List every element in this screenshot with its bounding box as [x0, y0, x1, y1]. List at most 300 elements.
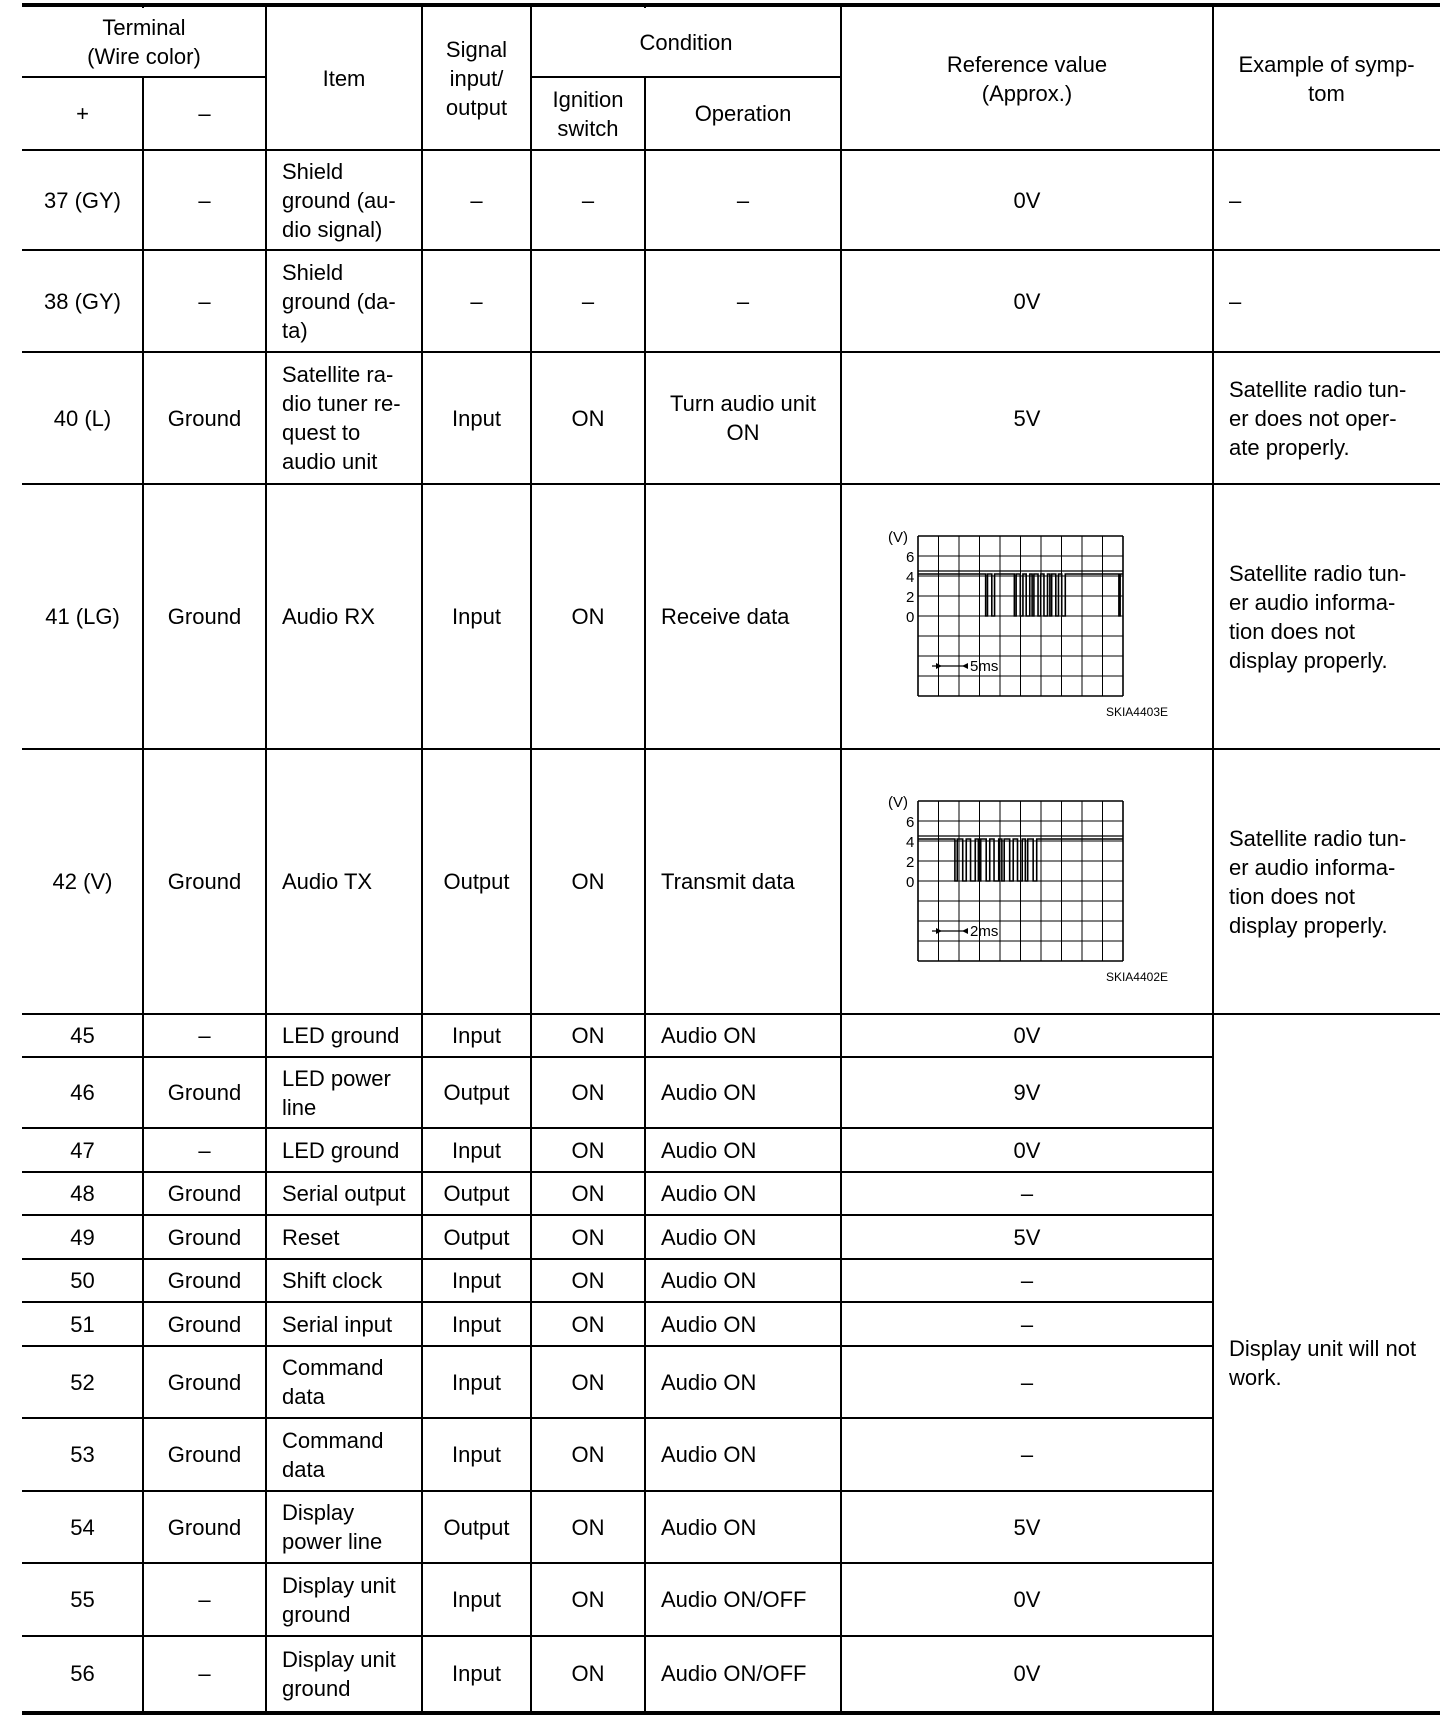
- operation-cell: [645, 1057, 841, 1128]
- signal-cell-text: Input: [452, 1587, 501, 1612]
- operation-cell: [645, 749, 841, 1014]
- terminal-minus-cell-text: Ground: [167, 604, 242, 629]
- operation-cell: [645, 1563, 841, 1636]
- operation-cell: [645, 1172, 841, 1215]
- signal-cell-text: Input: [452, 1311, 501, 1337]
- symptom-cell: [1213, 250, 1440, 352]
- operation-cell: [645, 250, 841, 352]
- terminal-minus-cell: [143, 150, 266, 250]
- item-cell-text: Reset: [282, 1224, 340, 1250]
- signal-cell: [422, 1014, 531, 1057]
- ignition-cell-text: ON: [571, 1661, 605, 1686]
- signal-cell-text: –: [470, 288, 483, 314]
- terminal-minus-cell-text: Ground: [167, 405, 242, 431]
- reference-cell: [841, 1172, 1213, 1215]
- operation-cell: [645, 1014, 841, 1057]
- header-item: [266, 7, 422, 150]
- terminal-plus-cell-text: 41 (LG): [45, 604, 120, 629]
- column-divider: [840, 7, 842, 1711]
- ignition-cell-text: ON: [571, 1268, 605, 1293]
- terminal-plus-cell-text: 50: [70, 1268, 95, 1293]
- operation-cell: [645, 484, 841, 749]
- header-plus-text: +: [76, 101, 89, 126]
- terminal-plus-cell-text: 49: [70, 1224, 95, 1250]
- symptom-display-unit: [1213, 1014, 1440, 1711]
- ignition-cell-text: ON: [571, 1369, 605, 1395]
- ignition-cell: [531, 1259, 645, 1302]
- terminal-minus-cell-text: –: [198, 1661, 211, 1686]
- header-minus: [143, 77, 266, 150]
- terminal-minus-cell-text: –: [198, 187, 211, 213]
- terminal-minus-cell: [143, 250, 266, 352]
- reference-cell-text: 0V: [1013, 187, 1041, 213]
- item-cell-text: Command data: [282, 1427, 384, 1482]
- symptom-cell: [1213, 749, 1440, 1014]
- terminal-plus-cell-text: 56: [70, 1661, 95, 1686]
- row-divider: [22, 1214, 1213, 1216]
- oscilloscope-waveform: [885, 524, 1185, 734]
- item-cell: [266, 1418, 422, 1491]
- header-terminal-text: Terminal (Wire color): [87, 15, 201, 69]
- ignition-cell: [531, 1636, 645, 1711]
- signal-cell-text: Input: [452, 1661, 501, 1686]
- operation-cell: [645, 150, 841, 250]
- reference-cell: [841, 1491, 1213, 1563]
- item-cell-text: Display unit ground: [282, 1572, 396, 1627]
- item-cell: [266, 1172, 422, 1215]
- operation-cell-text: Audio ON: [661, 1137, 757, 1163]
- row-divider: [22, 351, 1440, 353]
- operation-cell: [645, 1302, 841, 1346]
- waveform-tick-label: 2: [906, 854, 915, 871]
- reference-cell-text: –: [1020, 1311, 1034, 1337]
- terminal-minus-cell-text: Ground: [167, 1311, 242, 1337]
- terminal-minus-cell: [143, 1128, 266, 1172]
- time-scale-label: 5ms: [970, 658, 999, 675]
- signal-cell: [422, 352, 531, 484]
- reference-cell-text: 0V: [1013, 1587, 1041, 1612]
- row-divider: [22, 1013, 1440, 1015]
- operation-cell-text: Audio ON: [661, 1080, 757, 1105]
- column-divider: [421, 7, 423, 1711]
- signal-cell-text: Input: [452, 604, 501, 629]
- symptom-cell-text: Satellite radio tun- er audio informa- tion does not display properly.: [1229, 560, 1407, 673]
- row-divider: [22, 1171, 1213, 1173]
- header-condition-text: Condition: [639, 29, 733, 55]
- operation-cell-text: Audio ON: [661, 1311, 757, 1337]
- symptom-cell-text: –: [1229, 187, 1242, 213]
- ignition-cell: [531, 1057, 645, 1128]
- header-plus: [22, 77, 143, 150]
- operation-cell: [645, 352, 841, 484]
- ignition-cell-text: ON: [571, 604, 605, 629]
- operation-cell: [645, 1346, 841, 1418]
- row-divider: [22, 1301, 1213, 1303]
- signal-cell: [422, 749, 531, 1014]
- item-cell: [266, 1636, 422, 1711]
- terminal-plus-cell-text: 48: [70, 1181, 95, 1206]
- terminal-plus-cell: [22, 1563, 143, 1636]
- terminal-plus-cell-text: 47: [70, 1137, 95, 1163]
- terminal-minus-cell-text: Ground: [167, 1369, 242, 1395]
- terminal-minus-cell-text: –: [198, 1587, 211, 1612]
- ignition-cell-text: ON: [571, 1224, 605, 1250]
- ignition-cell-text: –: [581, 187, 595, 213]
- signal-cell: [422, 1302, 531, 1346]
- item-cell-text: Serial output: [282, 1181, 406, 1206]
- ignition-cell-text: ON: [571, 1080, 605, 1105]
- reference-cell: [841, 1128, 1213, 1172]
- operation-cell-text: –: [736, 187, 750, 213]
- item-cell-text: LED ground: [282, 1023, 400, 1048]
- header-reference-text: Reference value (Approx.): [946, 51, 1108, 106]
- terminal-minus-cell-text: Ground: [167, 1080, 242, 1105]
- header-symptom: [1213, 7, 1440, 150]
- row-divider: [22, 483, 1440, 485]
- column-divider: [530, 7, 532, 1711]
- header-operation: [645, 77, 841, 150]
- column-divider: [644, 7, 646, 1711]
- reference-cell-text: 5V: [1013, 405, 1041, 431]
- terminal-plus-cell-text: 38 (GY): [43, 288, 122, 314]
- ignition-cell-text: ON: [571, 1442, 605, 1467]
- reference-cell: [841, 1215, 1213, 1259]
- terminal-minus-cell: [143, 1057, 266, 1128]
- reference-cell: [841, 1259, 1213, 1302]
- reference-cell-text: –: [1020, 1369, 1034, 1395]
- item-cell: [266, 1215, 422, 1259]
- row-divider: [22, 1056, 1213, 1058]
- item-cell-text: Command data: [282, 1355, 384, 1409]
- operation-cell-text: Receive data: [661, 604, 790, 629]
- reference-cell: [841, 250, 1213, 352]
- signal-cell-text: Output: [443, 869, 510, 894]
- row-divider: [22, 748, 1440, 750]
- terminal-plus-cell: [22, 250, 143, 352]
- terminal-minus-cell: [143, 1636, 266, 1711]
- waveform-unit-label: (V): [888, 794, 908, 811]
- reference-cell-text: 0V: [1013, 1661, 1041, 1686]
- waveform-tick-label: 4: [906, 834, 915, 851]
- row-divider: [22, 249, 1440, 251]
- terminal-plus-cell: [22, 352, 143, 484]
- terminal-plus-cell-text: 40 (L): [53, 405, 112, 431]
- terminal-minus-cell: [143, 1491, 266, 1563]
- reference-cell-text: –: [1020, 1442, 1034, 1467]
- signal-cell: [422, 1172, 531, 1215]
- header-item-text: Item: [322, 66, 366, 91]
- oscilloscope-waveform: [885, 789, 1185, 999]
- reference-cell: [841, 1346, 1213, 1418]
- column-divider: [1212, 7, 1214, 1711]
- signal-cell-text: Input: [452, 1442, 501, 1467]
- reference-cell: [841, 1014, 1213, 1057]
- symptom-cell-text: Satellite radio tun- er does not oper- ate properly.: [1229, 376, 1407, 460]
- ignition-cell: [531, 1172, 645, 1215]
- waveform-tick-label: 6: [906, 814, 915, 831]
- terminal-plus-cell-text: 42 (V): [52, 869, 113, 894]
- ignition-cell-text: ON: [571, 1181, 605, 1206]
- operation-cell-text: –: [736, 288, 750, 314]
- operation-cell-text: Transmit data: [661, 869, 795, 894]
- operation-cell-text: Audio ON: [661, 1514, 757, 1540]
- operation-cell: [645, 1636, 841, 1711]
- reference-cell-text: 5V: [1013, 1514, 1041, 1540]
- header-minus-text: –: [198, 101, 211, 126]
- ignition-cell: [531, 1014, 645, 1057]
- reference-cell: [841, 352, 1213, 484]
- terminal-plus-cell: [22, 1215, 143, 1259]
- terminal-plus-cell-text: 45: [70, 1023, 95, 1048]
- ignition-cell-text: ON: [571, 1587, 605, 1612]
- signal-cell-text: Output: [443, 1080, 510, 1105]
- signal-cell-text: Input: [452, 405, 501, 431]
- header-signal-text: Signal input/ output: [445, 37, 508, 120]
- row-divider: [22, 1562, 1213, 1564]
- reference-cell-text: 0V: [1013, 288, 1041, 314]
- row-divider: [22, 1258, 1213, 1260]
- ignition-cell: [531, 1418, 645, 1491]
- item-cell: [266, 1491, 422, 1563]
- symptom-cell-text: Satellite radio tun- er audio informa- tion does not display properly.: [1229, 825, 1407, 938]
- operation-cell-text: Audio ON/OFF: [661, 1587, 807, 1612]
- signal-cell-text: –: [470, 187, 483, 213]
- arrowhead-icon: [962, 928, 968, 934]
- ignition-cell: [531, 1563, 645, 1636]
- waveform-tick-label: 6: [906, 549, 915, 566]
- operation-cell-text: Audio ON: [661, 1369, 757, 1395]
- ignition-cell: [531, 1128, 645, 1172]
- reference-cell: [841, 1057, 1213, 1128]
- terminal-minus-cell: [143, 352, 266, 484]
- symptom-display-unit-text: Display unit will not work.: [1229, 1335, 1417, 1390]
- terminal-plus-cell: [22, 484, 143, 749]
- signal-cell-text: Input: [452, 1023, 501, 1048]
- reference-cell-text: 0V: [1013, 1023, 1041, 1048]
- operation-cell-text: Audio ON: [661, 1268, 757, 1293]
- ignition-cell-text: ON: [571, 1514, 605, 1540]
- signal-cell: [422, 150, 531, 250]
- ignition-cell: [531, 749, 645, 1014]
- ignition-cell-text: ON: [571, 1311, 605, 1337]
- operation-cell: [645, 1128, 841, 1172]
- ignition-cell-text: ON: [571, 869, 605, 894]
- header-condition: [531, 7, 841, 77]
- item-cell: [266, 1259, 422, 1302]
- figure-code-label: SKIA4403E: [1105, 705, 1168, 719]
- reference-cell-text: 5V: [1013, 1224, 1041, 1250]
- symptom-cell: [1213, 484, 1440, 749]
- terminal-minus-cell: [143, 484, 266, 749]
- terminal-minus-cell-text: Ground: [167, 1224, 242, 1250]
- terminal-minus-cell-text: Ground: [167, 1268, 242, 1293]
- ignition-cell: [531, 1491, 645, 1563]
- column-divider: [265, 7, 267, 1711]
- terminal-plus-cell-text: 52: [70, 1369, 95, 1395]
- waveform-tick-label: 0: [906, 874, 915, 891]
- signal-cell: [422, 1057, 531, 1128]
- signal-cell: [422, 1128, 531, 1172]
- operation-cell: [645, 1491, 841, 1563]
- terminal-plus-cell-text: 55: [70, 1587, 95, 1612]
- terminal-plus-cell-text: 37 (GY): [43, 187, 122, 213]
- header-ignition-text: Ignition switch: [552, 86, 624, 141]
- terminal-minus-cell-text: Ground: [167, 1442, 242, 1467]
- terminal-minus-cell-text: Ground: [167, 1514, 242, 1540]
- signal-cell: [422, 484, 531, 749]
- terminal-plus-cell: [22, 1491, 143, 1563]
- item-cell-text: LED ground: [282, 1137, 400, 1163]
- reference-cell: [841, 150, 1213, 250]
- symptom-cell: [1213, 150, 1440, 250]
- terminal-minus-cell: [143, 1215, 266, 1259]
- terminal-minus-cell-text: Ground: [167, 869, 242, 894]
- terminal-minus-cell: [143, 749, 266, 1014]
- row-divider: [22, 1635, 1213, 1637]
- figure-code-label: SKIA4402E: [1105, 970, 1168, 984]
- item-cell-text: Serial input: [282, 1311, 393, 1337]
- ignition-cell: [531, 150, 645, 250]
- ignition-cell-text: ON: [571, 1023, 605, 1048]
- item-cell-text: Shield ground (da- ta): [282, 259, 396, 343]
- operation-cell-text: Audio ON: [661, 1181, 757, 1206]
- item-cell: [266, 1057, 422, 1128]
- item-cell: [266, 1014, 422, 1057]
- operation-cell: [645, 1259, 841, 1302]
- row-divider: [22, 1345, 1213, 1347]
- time-scale-label: 2ms: [970, 923, 999, 940]
- terminal-plus-cell-text: 46: [70, 1080, 95, 1105]
- terminal-minus-cell-text: –: [198, 1023, 211, 1048]
- signal-cell: [422, 250, 531, 352]
- terminal-plus-cell: [22, 1636, 143, 1711]
- reference-cell: [841, 1563, 1213, 1636]
- terminal-plus-cell: [22, 1418, 143, 1491]
- reference-cell: [841, 1302, 1213, 1346]
- terminal-plus-cell: [22, 749, 143, 1014]
- operation-cell-text: Audio ON: [661, 1023, 757, 1048]
- terminal-plus-cell-text: 53: [70, 1442, 95, 1467]
- terminal-plus-cell: [22, 1302, 143, 1346]
- waveform-tick-label: 4: [906, 569, 915, 586]
- operation-cell: [645, 1215, 841, 1259]
- item-cell-text: Audio TX: [282, 869, 373, 894]
- terminal-plus-cell: [22, 1259, 143, 1302]
- signal-cell-text: Input: [452, 1369, 501, 1395]
- terminal-plus-cell-text: 51: [70, 1311, 95, 1337]
- operation-cell-text: Audio ON: [661, 1442, 757, 1467]
- signal-cell: [422, 1563, 531, 1636]
- ignition-cell-text: ON: [571, 405, 605, 431]
- signal-cell: [422, 1636, 531, 1711]
- row-divider: [22, 1127, 1213, 1129]
- item-cell: [266, 1346, 422, 1418]
- header-operation-text: Operation: [694, 101, 792, 126]
- item-cell-text: Satellite ra- dio tuner re- quest to audio unit: [282, 362, 401, 474]
- ignition-cell: [531, 484, 645, 749]
- column-divider: [142, 7, 144, 1711]
- item-cell: [266, 1128, 422, 1172]
- item-cell-text: Shield ground (au- dio signal): [282, 158, 396, 242]
- ignition-cell-text: ON: [571, 1137, 605, 1163]
- operation-cell-text: Audio ON: [661, 1224, 757, 1250]
- ignition-cell: [531, 1346, 645, 1418]
- header-reference: [841, 7, 1213, 150]
- symptom-cell: [1213, 352, 1440, 484]
- row-divider: [22, 1490, 1213, 1492]
- terminal-minus-cell: [143, 1346, 266, 1418]
- table-bottom-rule: [22, 1711, 1440, 1715]
- item-cell-text: Shift clock: [282, 1268, 383, 1293]
- operation-cell-text: Audio ON/OFF: [661, 1661, 807, 1686]
- header-symptom-text: Example of symp- tom: [1238, 51, 1415, 106]
- item-cell: [266, 1302, 422, 1346]
- ignition-cell: [531, 1215, 645, 1259]
- operation-cell: [645, 1418, 841, 1491]
- terminal-minus-cell: [143, 1302, 266, 1346]
- item-cell-text: Display unit ground: [282, 1646, 396, 1701]
- signal-cell: [422, 1259, 531, 1302]
- operation-cell-text: Turn audio unit ON: [670, 391, 816, 445]
- reference-cell: [841, 1418, 1213, 1491]
- signal-cell: [422, 1215, 531, 1259]
- reference-cell-text: 0V: [1013, 1137, 1041, 1163]
- item-cell: [266, 484, 422, 749]
- reference-cell-text: 9V: [1013, 1080, 1041, 1105]
- waveform-tick-label: 2: [906, 589, 915, 606]
- header-terminal: [22, 7, 266, 77]
- waveform-unit-label: (V): [888, 529, 908, 546]
- item-cell: [266, 352, 422, 484]
- header-bottom-rule: [22, 149, 1440, 151]
- header-ignition: [531, 77, 645, 150]
- terminal-minus-cell-text: –: [198, 1137, 211, 1163]
- terminal-minus-cell-text: Ground: [167, 1181, 242, 1206]
- signal-cell-text: Input: [452, 1137, 501, 1163]
- waveform-tick-label: 0: [906, 609, 915, 626]
- terminal-plus-cell: [22, 1014, 143, 1057]
- item-cell: [266, 250, 422, 352]
- item-cell: [266, 1563, 422, 1636]
- signal-cell: [422, 1418, 531, 1491]
- reference-cell-text: –: [1020, 1268, 1034, 1293]
- terminal-minus-cell-text: –: [198, 288, 211, 314]
- terminal-plus-cell: [22, 1172, 143, 1215]
- ignition-cell: [531, 250, 645, 352]
- item-cell: [266, 749, 422, 1014]
- ignition-cell: [531, 352, 645, 484]
- signal-cell-text: Output: [443, 1514, 510, 1540]
- signal-cell-text: Output: [443, 1224, 510, 1250]
- terminal-plus-cell: [22, 1128, 143, 1172]
- terminal-minus-cell: [143, 1418, 266, 1491]
- symptom-cell-text: –: [1229, 288, 1242, 314]
- terminal-plus-cell: [22, 150, 143, 250]
- signal-cell: [422, 1346, 531, 1418]
- terminal-minus-cell: [143, 1259, 266, 1302]
- signal-cell: [422, 1491, 531, 1563]
- item-cell-text: Display power line: [282, 1500, 383, 1554]
- reference-cell: [841, 1636, 1213, 1711]
- reference-cell-text: –: [1020, 1181, 1034, 1206]
- item-cell-text: LED power line: [282, 1065, 391, 1120]
- arrowhead-icon: [962, 663, 968, 669]
- header-signal: [422, 7, 531, 150]
- row-divider: [22, 1417, 1213, 1419]
- item-cell: [266, 150, 422, 250]
- terminal-plus-cell-text: 54: [70, 1514, 95, 1540]
- terminal-minus-cell: [143, 1563, 266, 1636]
